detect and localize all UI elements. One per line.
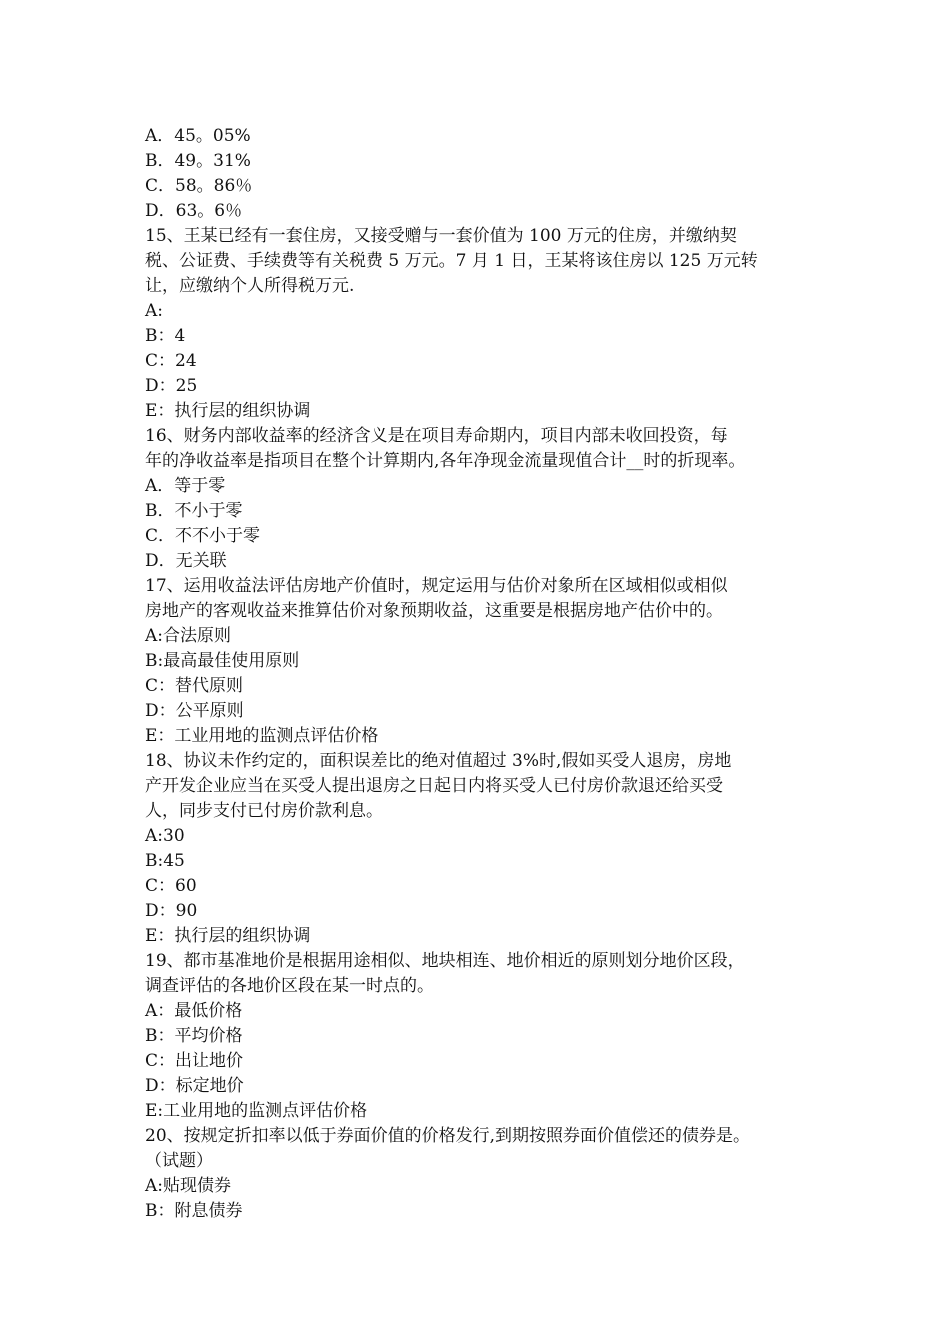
- question-18-line: 18、协议未作约定的，面积误差比的绝对值超过 3%时,假如买受人退房，房地: [145, 751, 732, 771]
- question-17-line: 房地产的客观收益来推算估价对象预期收益，这重要是根据房地产估价中的。: [145, 601, 723, 621]
- question-19-line: 调查评估的各地价区段在某一时点的。: [145, 976, 434, 996]
- question-16-line: 年的净收益率是指项目在整个计算期内,各年净现金流量现值合计__时的折现率。: [145, 451, 746, 471]
- document-page: [145, 124, 825, 1224]
- option-line: E:工业用地的监测点评估价格: [145, 1101, 368, 1121]
- question-18-line: 人，同步支付已付房价款利息。: [145, 801, 383, 821]
- text-line: D．63。6％: [145, 201, 243, 221]
- question-15-line: 15、王某已经有一套住房，又接受赠与一套价值为 100 万元的住房，并缴纳契: [145, 226, 737, 246]
- option-line: E：执行层的组织协调: [145, 401, 311, 421]
- option-line: E：执行层的组织协调: [145, 926, 311, 946]
- option-line: D：标定地价: [145, 1076, 244, 1096]
- option-line: A:贴现债券: [145, 1176, 232, 1196]
- option-line: B：平均价格: [145, 1026, 243, 1046]
- option-line: B:最高最佳使用原则: [145, 651, 300, 671]
- question-18-line: 产开发企业应当在买受人提出退房之日起日内将买受人已付房价款退还给买受: [145, 776, 723, 796]
- option-line: A:30: [145, 826, 185, 846]
- option-line: A：最低价格: [145, 1001, 243, 1021]
- option-line: B：4: [145, 326, 186, 346]
- option-line: A:合法原则: [145, 626, 232, 646]
- option-line: A．等于零: [145, 476, 226, 496]
- option-line: E：工业用地的监测点评估价格: [145, 726, 379, 746]
- text-line: A．45。05%: [145, 126, 251, 146]
- option-line: C：60: [145, 876, 197, 896]
- question-15-line: 税、公证费、手续费等有关税费 5 万元。7 月 1 日，王某将该住房以 125 万元转: [145, 251, 758, 271]
- option-line: D：90: [145, 901, 198, 921]
- text-line: B．49。31%: [145, 151, 251, 171]
- question-17-line: 17、运用收益法评估房地产价值时，规定运用与估价对象所在区域相似或相似: [145, 576, 728, 596]
- option-line: C：出让地价: [145, 1051, 244, 1071]
- question-20-line: 20、按规定折扣率以低于券面价值的价格发行,到期按照券面价值偿还的债券是。: [145, 1126, 751, 1146]
- option-line: C：替代原则: [145, 676, 244, 696]
- option-line: C：24: [145, 351, 197, 371]
- option-line: B．不小于零: [145, 501, 243, 521]
- question-19-line: 19、都市基准地价是根据用途相似、地块相连、地价相近的原则划分地价区段，: [145, 951, 745, 971]
- option-line: C．不不小于零: [145, 526, 261, 546]
- question-15-line: 让，应缴纳个人所得税万元.: [145, 276, 355, 296]
- question-16-line: 16、财务内部收益率的经济含义是在项目寿命期内，项目内部未收回投资，每: [145, 426, 728, 446]
- text-line: C．58。86％: [145, 176, 253, 196]
- option-line: B：附息债券: [145, 1201, 243, 1221]
- option-line: D：25: [145, 376, 198, 396]
- option-line: D．无关联: [145, 551, 227, 571]
- option-line: A:: [145, 301, 164, 321]
- option-line: D：公平原则: [145, 701, 244, 721]
- option-line: B:45: [145, 851, 185, 871]
- question-20-line: （试题）: [145, 1151, 213, 1171]
